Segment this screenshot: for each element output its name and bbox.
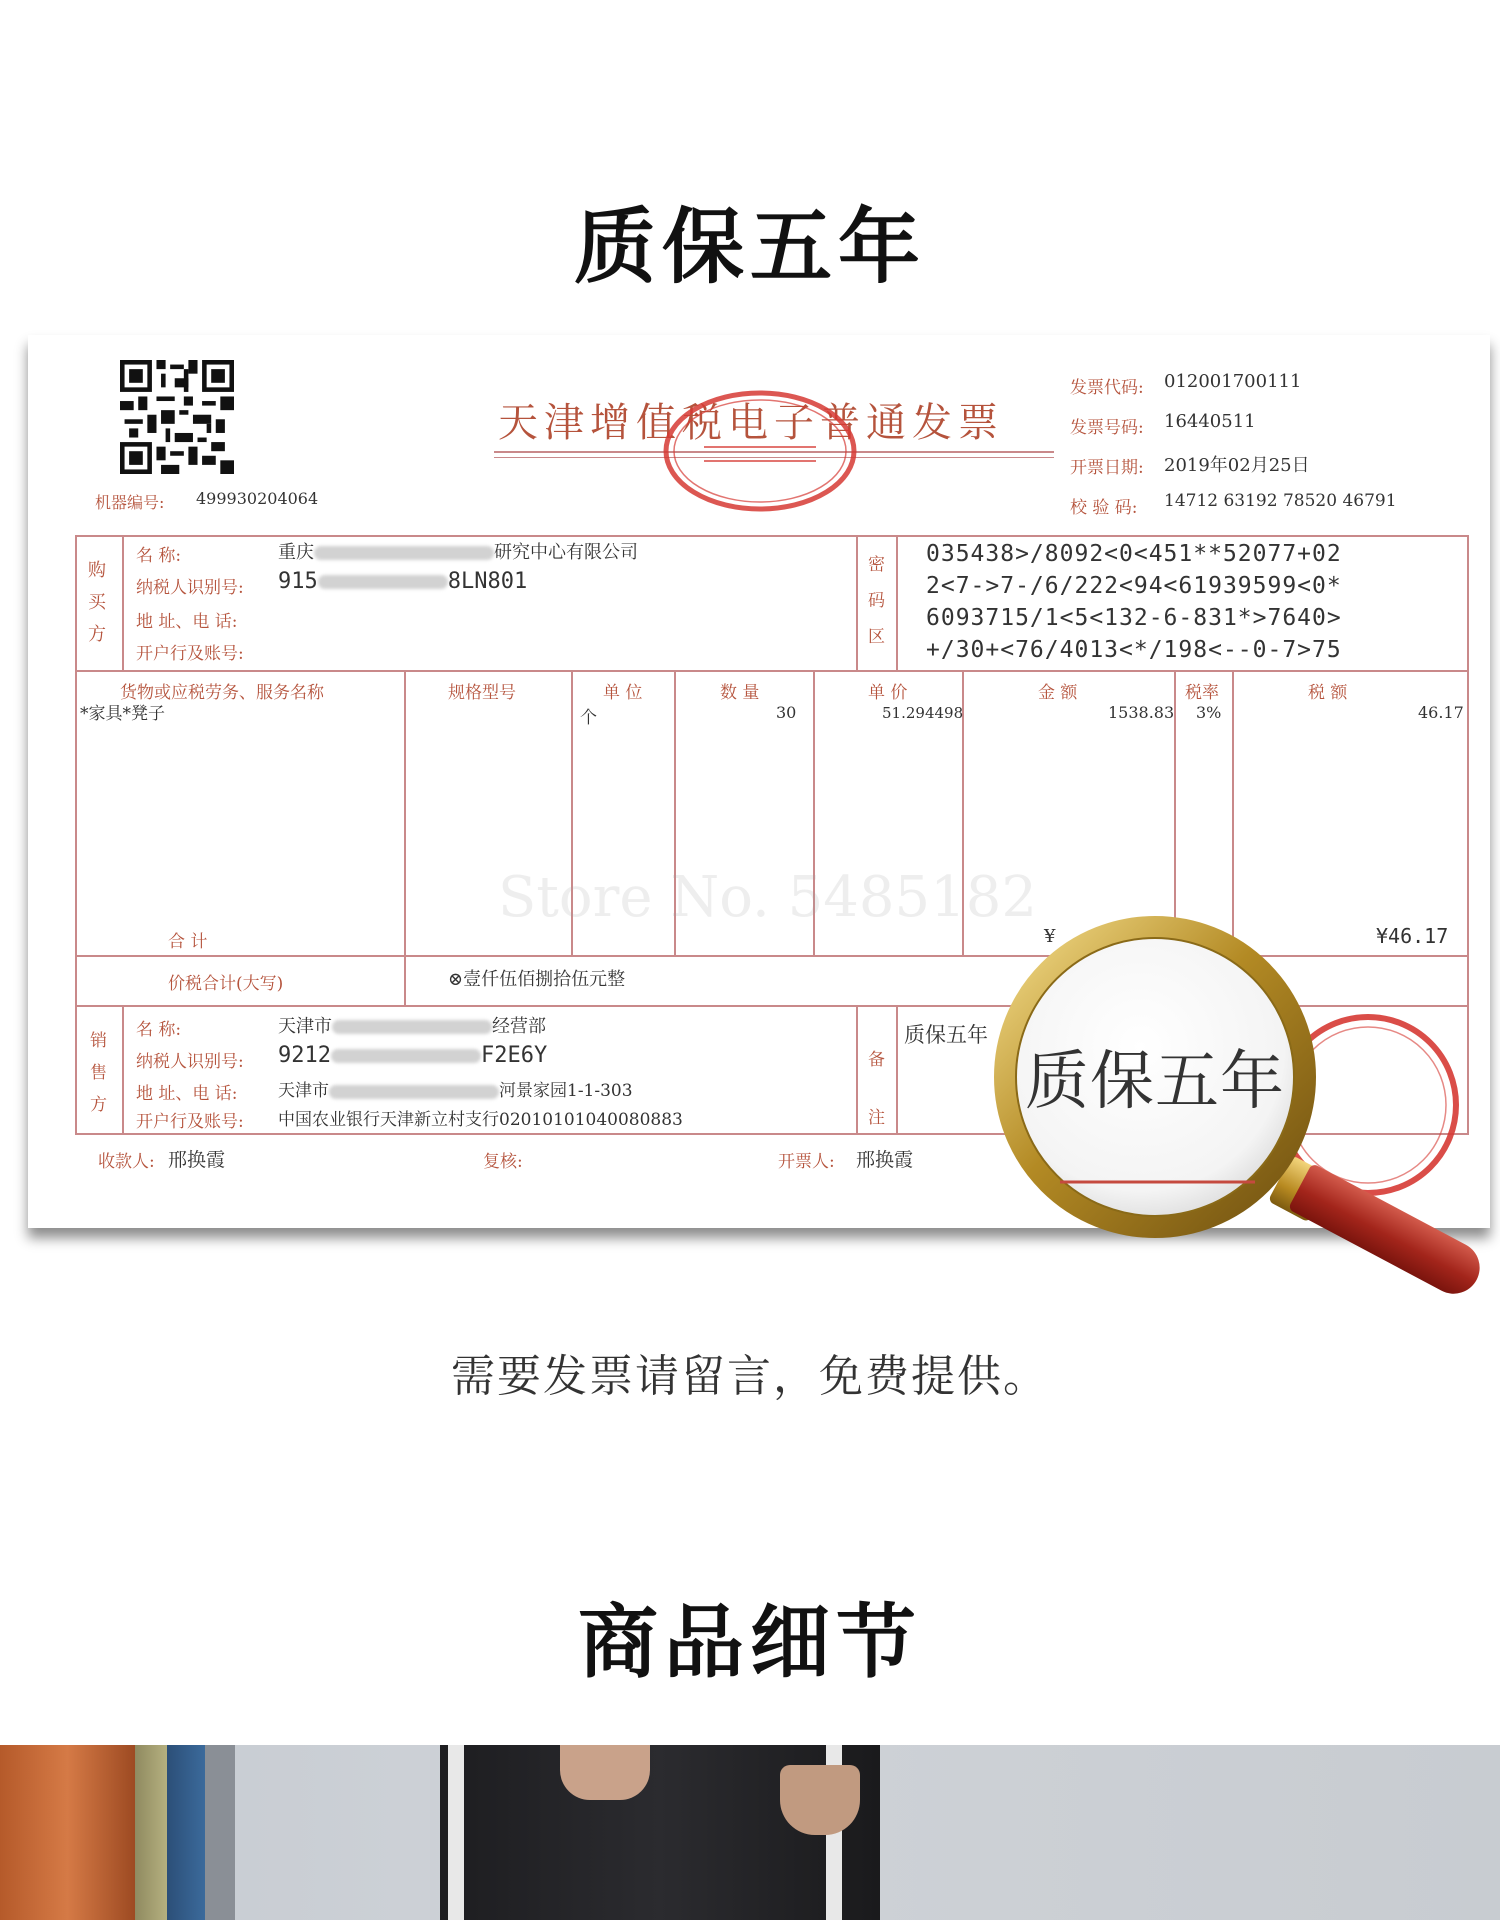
invoice-code: 012001700111 [1164, 371, 1302, 392]
invoice-date: 2019年02月25日 [1164, 455, 1310, 476]
remark-label: 备 注 [868, 1050, 885, 1128]
item-qty: 30 [776, 703, 797, 722]
invoice-request-note: 需要发票请留言，免费提供。 [451, 1351, 1049, 1402]
check-code-label: 校 验 码: [1070, 498, 1138, 518]
item-name: *家具*凳子 [80, 704, 165, 724]
grand-total-label: 价税合计(大写) [168, 974, 284, 994]
drawer-label: 开票人: [778, 1152, 835, 1172]
col-header-spec: 规格型号 [448, 683, 516, 703]
drawer: 邢换霞 [856, 1149, 914, 1171]
item-rate: 3% [1196, 703, 1222, 722]
grand-total-words: ⊗壹仟伍佰捌拾伍元整 [448, 969, 626, 990]
total-label: 合 计 [168, 932, 208, 952]
product-detail-photo [0, 1745, 1500, 1920]
seller-bank: 中国农业银行天津新立村支行02010101040080883 [278, 1110, 683, 1130]
seller-bank-label: 开户行及账号: [136, 1112, 244, 1132]
seller-address: 天津市 河景家园1-1-303 [278, 1081, 633, 1101]
invoice-date-label: 开票日期: [1070, 458, 1144, 478]
item-tax: 46.17 [1418, 703, 1464, 722]
buyer-address-label: 地 址、电 话: [136, 612, 238, 632]
seller-tax-id-label: 纳税人识别号: [136, 1052, 244, 1072]
seller-name: 天津市 经营部 [278, 1016, 546, 1037]
remark-text: 质保五年 [904, 1023, 988, 1047]
buyer-side-label: 购 买 方 [88, 560, 106, 645]
invoice-heading: 天津增值税电子普通发票 [498, 400, 1004, 446]
payee-label: 收款人: [98, 1152, 155, 1172]
reviewer-label: 复核: [483, 1152, 523, 1172]
cipher-area-label: 密 码 区 [868, 555, 885, 647]
col-header-qty: 数 量 [720, 683, 760, 703]
seller-side-label: 销 售 方 [90, 1031, 107, 1115]
total-tax: ¥46.17 [1376, 924, 1449, 948]
section-title-details: 商品细节 [578, 1596, 922, 1689]
seller-tax-id: 9212 F2E6Y [278, 1043, 548, 1068]
section-title-warranty: 质保五年 [573, 200, 926, 295]
store-watermark: Store No. 5485182 [498, 865, 1038, 930]
buyer-tax-id: 915 8LN801 [278, 569, 528, 594]
machine-number: 499930204064 [196, 489, 319, 508]
payee: 邢换霞 [168, 1149, 226, 1171]
item-price: 51.294498 [882, 704, 964, 722]
cipher-text: 035438>/8092<0<451**52077+02 2<7->7-/6/222<94<61939599<0* 6093715/1<5<132-6-831*>7640> +/30+<76/4013<*/198<--0-7>75 [926, 541, 1342, 663]
magnified-remark-text: 质保五年 [1025, 1045, 1285, 1119]
col-header-price: 单 价 [868, 683, 908, 703]
check-code: 14712 63192 78520 46791 [1164, 491, 1397, 511]
qr-code-icon [116, 360, 238, 474]
col-header-unit: 单 位 [603, 683, 643, 703]
seller-address-label: 地 址、电 话: [136, 1084, 238, 1104]
item-unit: 个 [580, 708, 597, 728]
invoice-code-label: 发票代码: [1070, 378, 1144, 398]
col-header-rate: 税率 [1185, 683, 1219, 703]
total-amount: ¥ [1044, 926, 1056, 947]
item-amount: 1538.83 [1108, 703, 1175, 722]
tax-bureau-seal-icon [660, 387, 860, 515]
col-header-amount: 金 额 [1038, 683, 1078, 703]
buyer-name-label: 名 称: [136, 546, 182, 566]
col-header-tax: 税 额 [1308, 683, 1348, 703]
invoice-number: 16440511 [1164, 411, 1256, 432]
invoice-number-label: 发票号码: [1070, 418, 1144, 438]
col-header-item: 货物或应税劳务、服务名称 [120, 683, 324, 703]
machine-number-label: 机器编号: [95, 493, 165, 512]
buyer-tax-id-label: 纳税人识别号: [136, 578, 244, 598]
seller-name-label: 名 称: [136, 1020, 182, 1040]
buyer-name: 重庆 研究中心有限公司 [278, 542, 638, 563]
buyer-bank-label: 开户行及账号: [136, 644, 244, 664]
